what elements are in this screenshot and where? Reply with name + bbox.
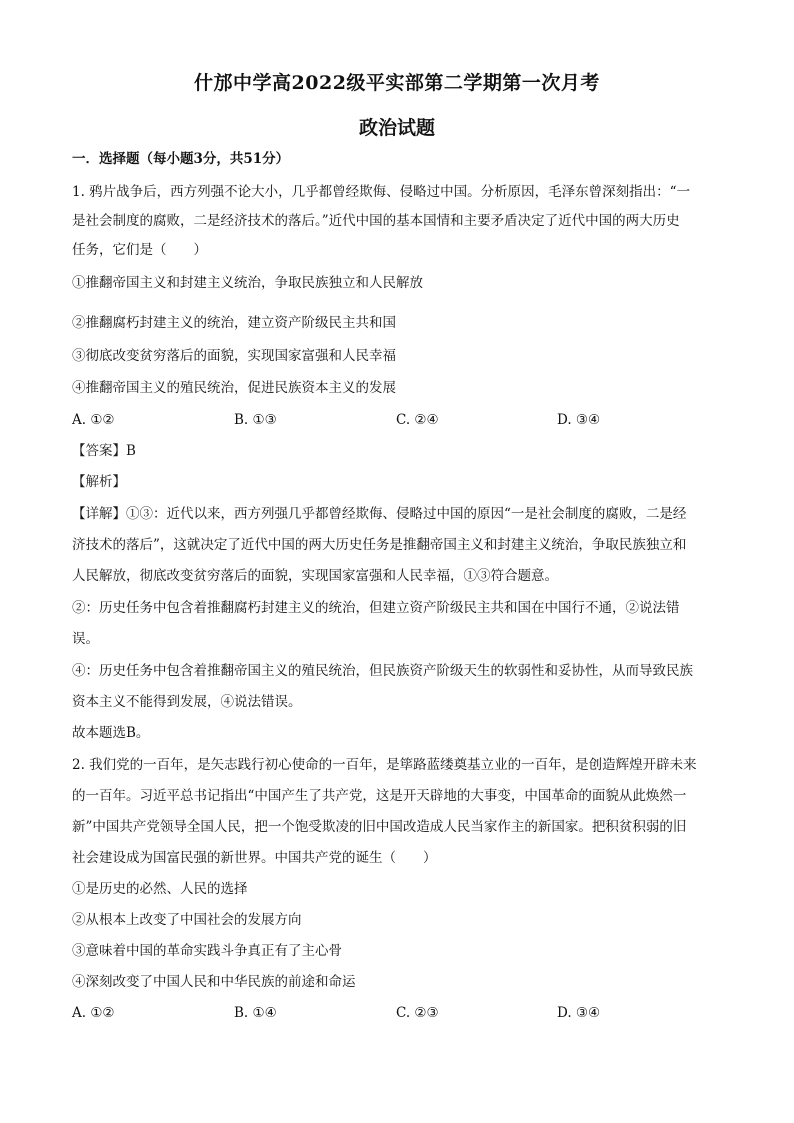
q2-option-b: B. ①④ xyxy=(234,1005,277,1021)
q1-item-1: ①推翻帝国主义和封建主义统治，争取民族独立和人民解放 xyxy=(72,275,423,291)
q1-option-d: D. ③④ xyxy=(557,412,601,428)
q2-option-a: A. ①② xyxy=(72,1005,115,1021)
q1-conclusion: 故本题选B。 xyxy=(72,725,150,741)
q1-option-a: A. ①② xyxy=(72,412,115,428)
q2-item-4: ④深刻改变了中国人民和中华民族的前途和命运 xyxy=(72,974,356,990)
q1-item-4: ④推翻帝国主义的殖民统治，促进民族资本主义的发展 xyxy=(72,380,396,396)
q2-option-c: C. ②③ xyxy=(396,1005,439,1021)
q1-detail-line: ④：历史任务中包含着推翻帝国主义的殖民统治，但民族资产阶级天生的软弱性和妥协性，从而导致民族 xyxy=(72,663,693,679)
q1-detail-line: 【详解】①③：近代以来，西方列强几乎都曾经欺侮、侵略过中国的原因“一是社会制度的腐败，二是经 xyxy=(72,506,687,522)
q2-item-3: ③意味着中国的革命实践斗争真正有了主心骨 xyxy=(72,943,342,959)
q1-detail-line: ②：历史任务中包含着推翻腐朽封建主义的统治，但建立资产阶级民主共和国在中国行不通，②说法错 xyxy=(72,600,680,616)
q1-analysis-label: 【解析】 xyxy=(72,474,126,490)
q2-stem-line: 社会建设成为国富民强的新世界。中国共产党的诞生（ ） xyxy=(72,850,437,866)
q1-detail-line: 误。 xyxy=(72,631,99,647)
q2-stem-line: 的一百年。习近平总书记指出“中国产生了共产党，这是开天辟地的大事变，中国革命的面貌从此焕然一 xyxy=(72,788,687,804)
q1-detail-line: 济技术的落后”，这就决定了近代中国的两大历史任务是推翻帝国主义和封建主义统治，争取民族独立和 xyxy=(72,537,687,553)
q1-item-3: ③彻底改变贫穷落后的面貌，实现国家富强和人民幸福 xyxy=(72,348,396,364)
q1-item-2: ②推翻腐朽封建主义的统治，建立资产阶级民主共和国 xyxy=(72,315,396,331)
section-heading: 一．选择题（每小题3分，共51分） xyxy=(72,151,290,167)
q2-option-d: D. ③④ xyxy=(557,1005,601,1021)
q1-option-c: C. ②④ xyxy=(396,412,439,428)
q2-stem-line: 新”中国共产党领导全国人民，把一个饱受欺凌的旧中国改造成人民当家作主的新国家。把积贫积弱的旧 xyxy=(72,819,687,835)
q1-stem-line: 1. 鸦片战争后，西方列强不论大小，几乎都曾经欺侮、侵略过中国。分析原因，毛泽东曾深刻指出：“一 xyxy=(72,184,691,200)
q2-item-2: ②从根本上改变了中国社会的发展方向 xyxy=(72,912,302,928)
q1-stem-line: 是社会制度的腐败，二是经济技术的落后。”近代中国的基本国情和主要矛盾决定了近代中国的两大历史 xyxy=(72,213,680,229)
q1-stem-line: 任务，它们是（ ） xyxy=(72,242,207,258)
exam-title: 什邡中学高2022级平实部第二学期第一次月考 xyxy=(194,72,600,94)
q1-option-b: B. ①③ xyxy=(234,412,277,428)
exam-subject: 政治试题 xyxy=(358,117,435,139)
q1-detail-line: 资本主义不能得到发展，④说法错误。 xyxy=(72,694,302,710)
q1-detail-line: 人民解放，彻底改变贫穷落后的面貌，实现国家富强和人民幸福，①③符合题意。 xyxy=(72,568,558,584)
q2-item-1: ①是历史的必然、人民的选择 xyxy=(72,881,248,897)
q2-stem-line: 2. 我们党的一百年，是矢志践行初心使命的一百年，是筚路蓝缕奠基立业的一百年，是创造辉煌开辟未来 xyxy=(72,757,697,773)
q1-answer: 【答案】B xyxy=(72,443,136,459)
